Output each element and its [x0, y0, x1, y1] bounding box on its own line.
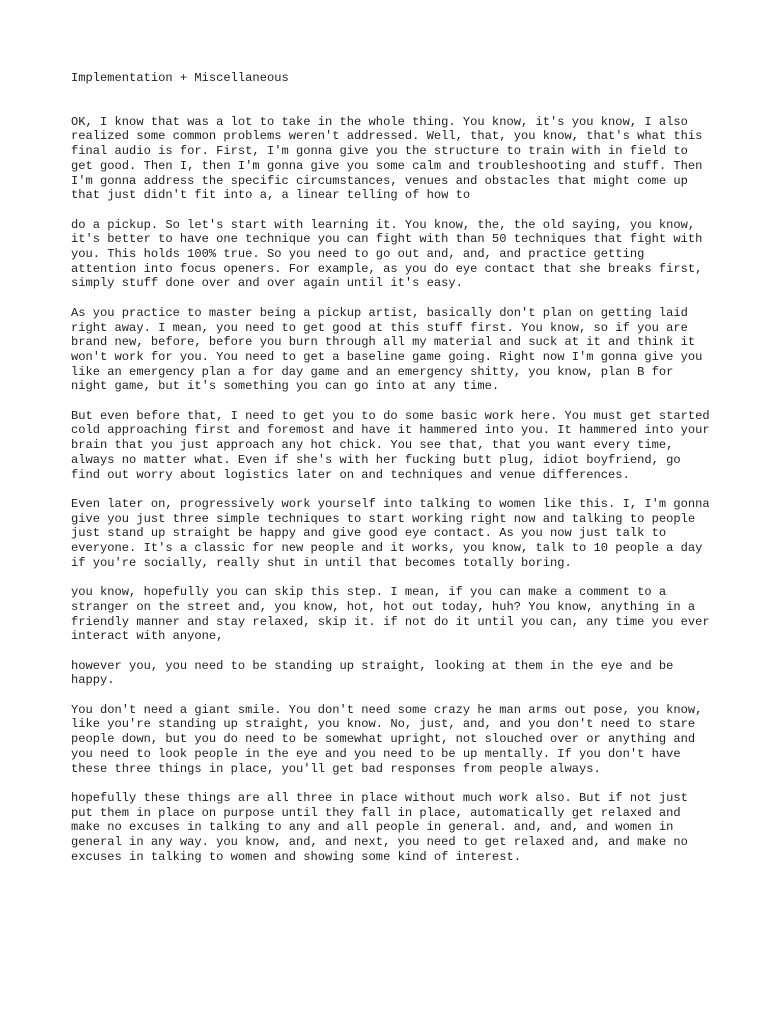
- paragraph-6: you know, hopefully you can skip this step. I mean, if you can make a comment to a stranger on the street and, you know, hot, hot out today, huh? You know, anything in a friendly manner and stay relaxed, skip it. if not do it until you can, any time you ever interact with anyone,: [71, 585, 710, 644]
- paragraph-8: You don't need a giant smile. You don't need some crazy he man arms out pose, you know, like you're standing up straight, you know. No, just, and, and you don't need to stare people down, but you do need to be somewhat upright, not slouched over or anything and you need to look people in the eye and you need to be up mentally. If you don't have these three things in place, you'll get bad responses from people always.: [71, 702, 703, 776]
- document-title: Implementation + Miscellaneous: [71, 71, 289, 85]
- paragraph-5: Even later on, progressively work yourself into talking to women like this. I, I'm gonna give you just three simple techniques to start working right now and talking to people just stand up straight be happy and give good eye contact. As you now just talk to everyone. It's a classic for new people and it works, you know, talk to 10 people a day if you're socially, really shut in until that becomes totally boring.: [71, 496, 710, 570]
- document-body: [71, 71, 711, 879]
- paragraph-2: do a pickup. So let's start with learning it. You know, the, the old saying, you know, it's better to have one technique you can fight with than 50 techniques that fight with you. This holds 100% true. So you need to go out and, and, and practice getting attention into focus openers. For example, as you do eye contact that she breaks first, simply stuff done over and over again until it's easy.: [71, 217, 703, 291]
- paragraph-1: OK, I know that was a lot to take in the whole thing. You know, it's you know, I also realized some common problems weren't addressed. Well, that, you know, that's what this final audio is for. First, I'm gonna give you the structure to train with in field to get good. Then I, then I'm gonna give you some calm and troubleshooting and stuff. Then I'm gonna address the specific circumstances, venues and obstacles that might come up that just didn't fit into a, a linear telling of how to: [71, 114, 703, 203]
- paragraph-4: But even before that, I need to get you to do some basic work here. You must get started cold approaching first and foremost and have it hammered into you. It hammered into your brain that you just approach any hot chick. You see that, that you want every time, always no matter what. Even if she's with her fucking butt plug, idiot boyfriend, go find out worry about logistics later on and techniques and venue differences.: [71, 408, 710, 482]
- paragraph-3: As you practice to master being a pickup artist, basically don't plan on getting laid right away. I mean, you need to get good at this stuff first. You know, so if you are brand new, before, before you burn through all my material and suck at it and think it won't work for you. You need to get a baseline game going. Right now I'm gonna give you like an emergency plan a for day game and an emergency shitty, you know, plan B for night game, but it's something you can go into at any time.: [71, 305, 703, 394]
- paragraph-7: however you, you need to be standing up straight, looking at them in the eye and be happy.: [71, 658, 674, 688]
- paragraph-9: hopefully these things are all three in place without much work also. But if not just put them in place on purpose until they fall in place, automatically get relaxed and make no excuses in talking to any and all people in general. and, and, and women in general in any way. you know, and, and next, you need to get relaxed and, and make no excuses in talking to women and showing some kind of interest.: [71, 790, 688, 864]
